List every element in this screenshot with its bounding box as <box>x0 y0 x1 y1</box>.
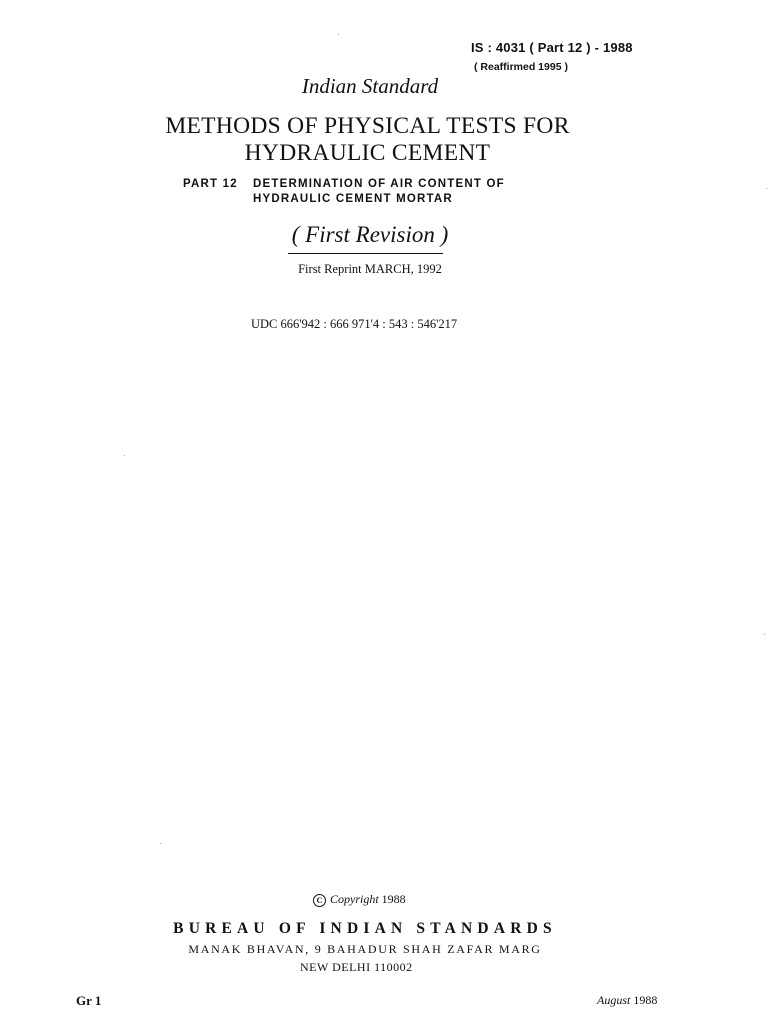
copyright-word: Copyright <box>330 892 379 906</box>
price-group: Gr 1 <box>76 993 102 1008</box>
scan-speck <box>764 634 765 635</box>
revision-underline <box>288 253 443 254</box>
scan-speck <box>766 188 767 189</box>
scan-speck <box>160 843 161 844</box>
publication-date <box>597 993 657 1008</box>
document-title-line-1: METHODS OF PHYSICAL TESTS FOR <box>165 113 570 139</box>
revision-note: ( First Revision ) <box>291 222 449 247</box>
reaffirmed-note: ( Reaffirmed 1995 ) <box>474 61 568 73</box>
scan-speck <box>338 34 339 35</box>
standard-number: IS : 4031 ( Part 12 ) - 1988 <box>471 40 633 55</box>
part-title-line-1: DETERMINATION OF AIR CONTENT OF <box>253 178 505 190</box>
publisher-address-line-2: NEW DELHI 110002 <box>300 960 413 974</box>
series-heading: Indian Standard <box>301 74 439 98</box>
publisher-name: BUREAU OF INDIAN STANDARDS <box>173 920 557 937</box>
publisher-address-line-1: MANAK BHAVAN, 9 BAHADUR SHAH ZAFAR MARG <box>188 942 542 956</box>
reprint-note: First Reprint MARCH, 1992 <box>298 262 442 276</box>
copyright-line <box>313 892 406 907</box>
document-title-line-2: HYDRAULIC CEMENT <box>244 140 491 166</box>
copyright-year: 1988 <box>381 892 406 906</box>
part-title-line-2: HYDRAULIC CEMENT MORTAR <box>253 193 453 205</box>
copyright-symbol-icon: C <box>313 894 326 907</box>
publication-year: 1988 <box>633 993 658 1007</box>
udc-classification: UDC 666'942 : 666 971'4 : 543 : 546'217 <box>251 317 458 331</box>
publication-month: August <box>597 993 631 1007</box>
part-label: PART 12 <box>183 178 238 190</box>
scan-speck <box>124 455 125 456</box>
